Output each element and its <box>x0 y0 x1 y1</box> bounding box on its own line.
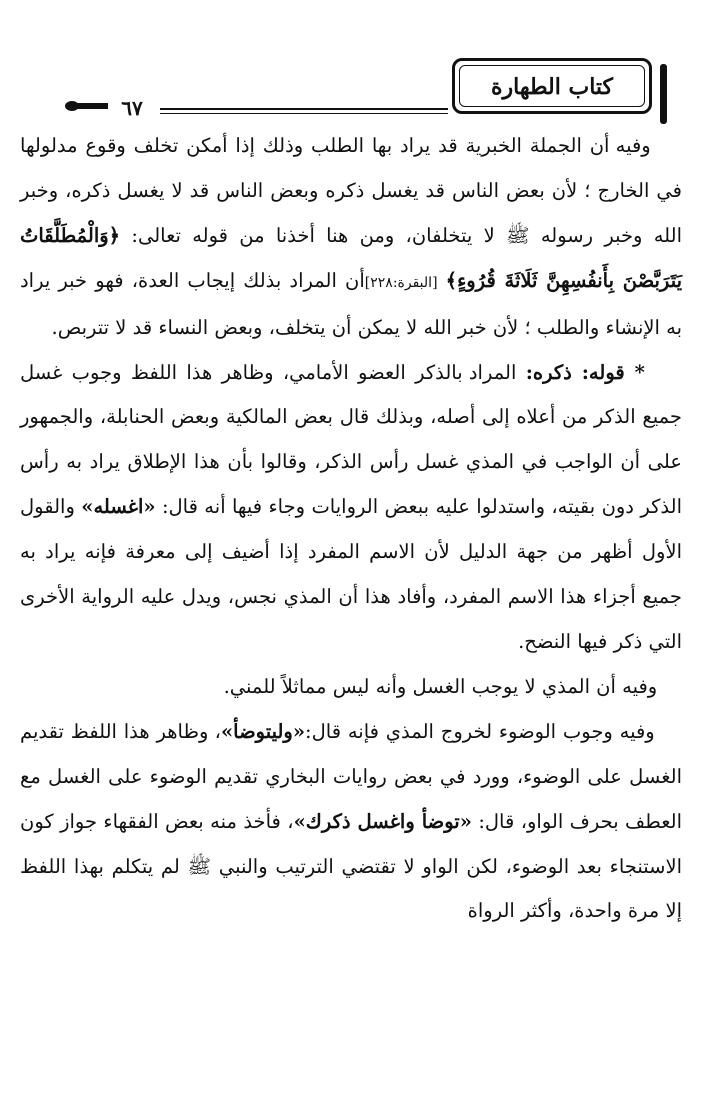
paragraph-3-text: وفيه أن المذي لا يوجب الغسل وأنه ليس مماثلاً للمني. <box>223 674 658 698</box>
paragraph-4-end: ، فأخذ منه بعض الفقهاء جواز كون الاستنجاء بعد الوضوء، لكن الواو لا تقتضي الترتيب والنبي ﷺ لم يتكلم بهذا اللفظ إلا مرة واحدة، وأكثر الرواة <box>20 809 682 923</box>
hadith-quote: «اغسله» <box>81 495 156 519</box>
header-frame-shadow <box>660 64 667 124</box>
header-rule-thin <box>160 113 448 114</box>
paragraph-4-text: وفيه وجوب الوضوء لخروج المذي فإنه قال: <box>305 719 655 743</box>
verse-reference: [البقرة:٢٢٨] <box>364 274 438 291</box>
page-body <box>20 124 682 934</box>
commentary-lead: * قوله: ذكره: <box>525 360 645 384</box>
hadith-quote-wudu: «وليتوضأ» <box>220 719 306 743</box>
paragraph-2-end: والقول الأول أظهر من جهة الدليل لأن الاسم المفرد إذا أضيف إلى معرفة فإنه يراد به جميع أجزاء هذا الاسم المفرد، وأفاد هذا أن المذي نجس، ويدل عليه الرواية الأخرى التي ذكر فيها النضح. <box>20 495 682 653</box>
hadith-quote-bukhari: «توضأ واغسل ذكرك» <box>293 809 472 833</box>
paragraph-2-text: المراد بالذكر العضو الأمامي، وظاهر هذا اللفظ وجوب غسل جميع الذكر من أعلاه إلى أصله، وبذلك قال بعض المالكية وبعض الحنابلة، والجمهور على أن الواجب في المذي غسل رأس الذكر، وقالوا بأن هذا الإطلاق يراد به رأس الذكر دون بقيته، واستدلوا عليه ببعض الروايات وجاء فيها أنه قال: <box>20 360 682 519</box>
decorative-rule-ornament <box>64 101 108 111</box>
quran-verse: ﴿وَالْمُطَلَّقَاتُ يَتَرَبَّصْنَ بِأَنفُسِهِنَّ ثَلَاثَةَ قُرُوءٍ﴾ <box>20 223 683 292</box>
paragraph-1-end: أن المراد بذلك إيجاب العدة، فهو خبر يراد به الإنشاء والطلب ؛ لأن خبر الله لا يمكن أن يتخلف، وبعض النساء قد لا تتربص. <box>20 268 682 339</box>
paragraph-4 <box>20 710 682 935</box>
chapter-title: كتاب الطهارة <box>490 74 614 100</box>
paragraph-1 <box>20 124 682 351</box>
paragraph-1-text: وفيه أن الجملة الخبرية قد يراد بها الطلب وذلك إذا أمكن تخلف وقوع مدلولها في الخارج ؛ لأن بعض الناس قد يغسل ذكره وبعض الناس قد لا يغسل ذكره، وخبر الله وخبر رسوله ﷺ لا يتخلفان، ومن هنا أخذنا من قوله تعالى: <box>20 134 682 247</box>
paragraph-4-mid: ، وظاهر هذا اللفظ تقديم الغسل على الوضوء، وورد في بعض روايات البخاري تقديم الوضوء على الغسل مع العطف بحرف الواو، قال: <box>20 719 682 833</box>
paragraph-3 <box>20 665 682 710</box>
header-rule <box>160 108 448 110</box>
page-number: ٦٧ <box>121 96 143 120</box>
paragraph-2 <box>20 351 682 665</box>
